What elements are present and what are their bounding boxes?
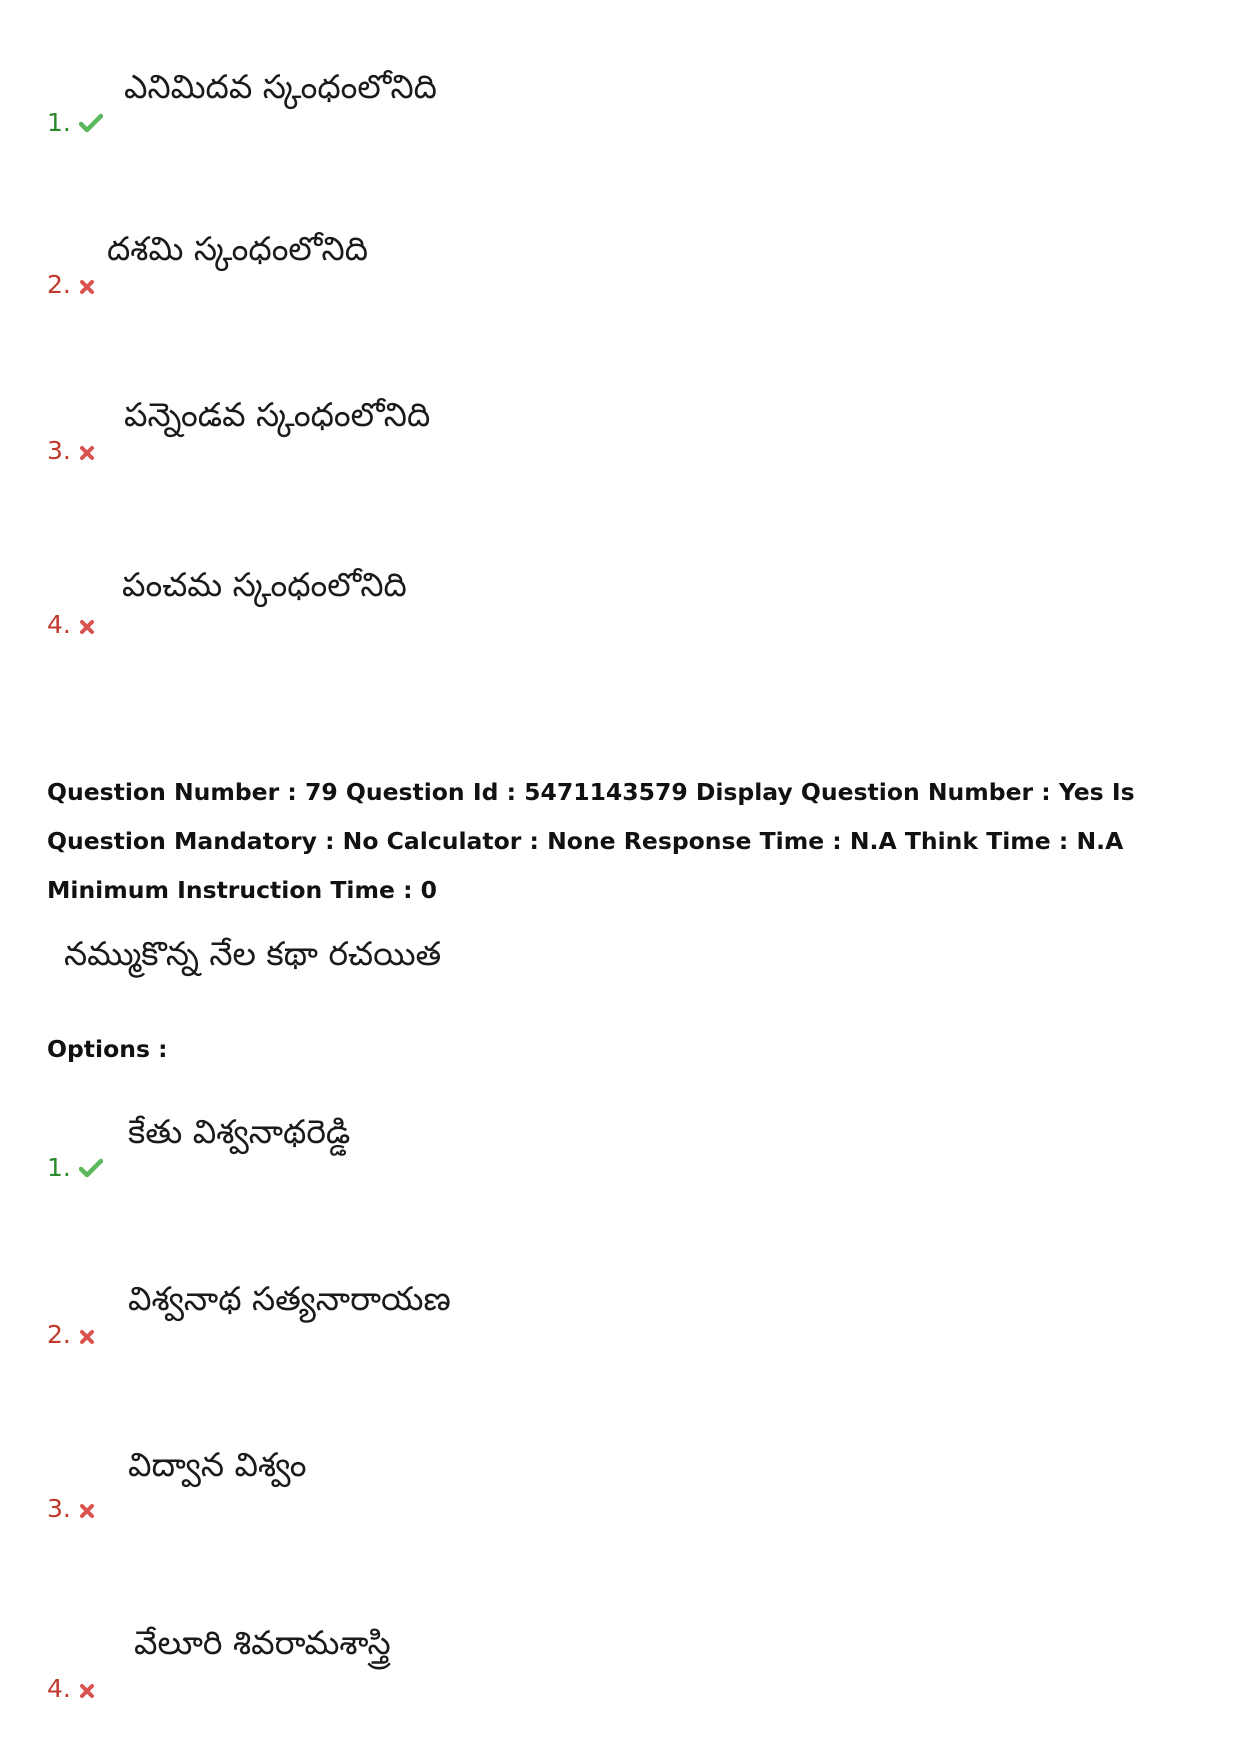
option-2 — [0, 1272, 1240, 1382]
option-number-label: 4. — [47, 610, 71, 639]
option-text: కేతు విశ్వనాథరెడ్డి — [128, 1112, 351, 1151]
option-1 — [0, 1105, 1240, 1215]
option-number-label: 4. — [47, 1674, 71, 1703]
prev-option-1 — [0, 60, 1240, 170]
option-number-label: 1. — [47, 1153, 71, 1182]
cross-icon — [79, 1324, 95, 1349]
option-number — [47, 1155, 103, 1182]
option-text: దశమి స్కంధంలోనిది — [107, 229, 369, 268]
option-number-label: 3. — [47, 436, 71, 465]
option-text: విద్వాన విశ్వం — [128, 1445, 307, 1484]
option-4 — [0, 1618, 1240, 1728]
option-text: పన్నెండవ స్కంధంలోనిది — [124, 395, 431, 434]
prev-option-2 — [0, 222, 1240, 332]
prev-option-4 — [0, 560, 1240, 670]
option-number — [47, 1496, 95, 1523]
option-number-label: 2. — [47, 270, 71, 299]
option-number — [47, 1676, 95, 1703]
option-number-label: 3. — [47, 1494, 71, 1523]
option-number — [47, 1322, 95, 1349]
option-number — [47, 110, 103, 137]
cross-icon — [79, 1498, 95, 1523]
option-number — [47, 272, 95, 299]
cross-icon — [79, 1678, 95, 1703]
question-text: నమ్ముకొన్న నేల కథా రచయిత — [64, 934, 442, 973]
option-text: విశ్వనాథ సత్యనారాయణ — [128, 1279, 451, 1318]
prev-option-3 — [0, 388, 1240, 498]
cross-icon — [79, 440, 95, 465]
option-text: పంచమ స్కంధంలోనిది — [122, 565, 407, 604]
option-text: వేలూరి శివరామశాస్త్రి — [134, 1623, 391, 1662]
check-icon — [79, 1157, 103, 1182]
options-label: Options : — [47, 1035, 168, 1063]
cross-icon — [79, 274, 95, 299]
option-number-label: 2. — [47, 1320, 71, 1349]
option-number — [47, 438, 95, 465]
option-number-label: 1. — [47, 108, 71, 137]
option-number — [47, 612, 95, 639]
check-icon — [79, 112, 103, 137]
option-3 — [0, 1438, 1240, 1548]
option-text: ఎనిమిదవ స్కంధంలోనిది — [124, 67, 437, 106]
cross-icon — [79, 614, 95, 639]
question-meta: Question Number : 79 Question Id : 5471143579 Display Question Number : Yes Is Question Mandatory : No Calculator : None Response Time : N.A Think Time : N.A Minimum Instruction Time : 0 — [47, 778, 1135, 904]
